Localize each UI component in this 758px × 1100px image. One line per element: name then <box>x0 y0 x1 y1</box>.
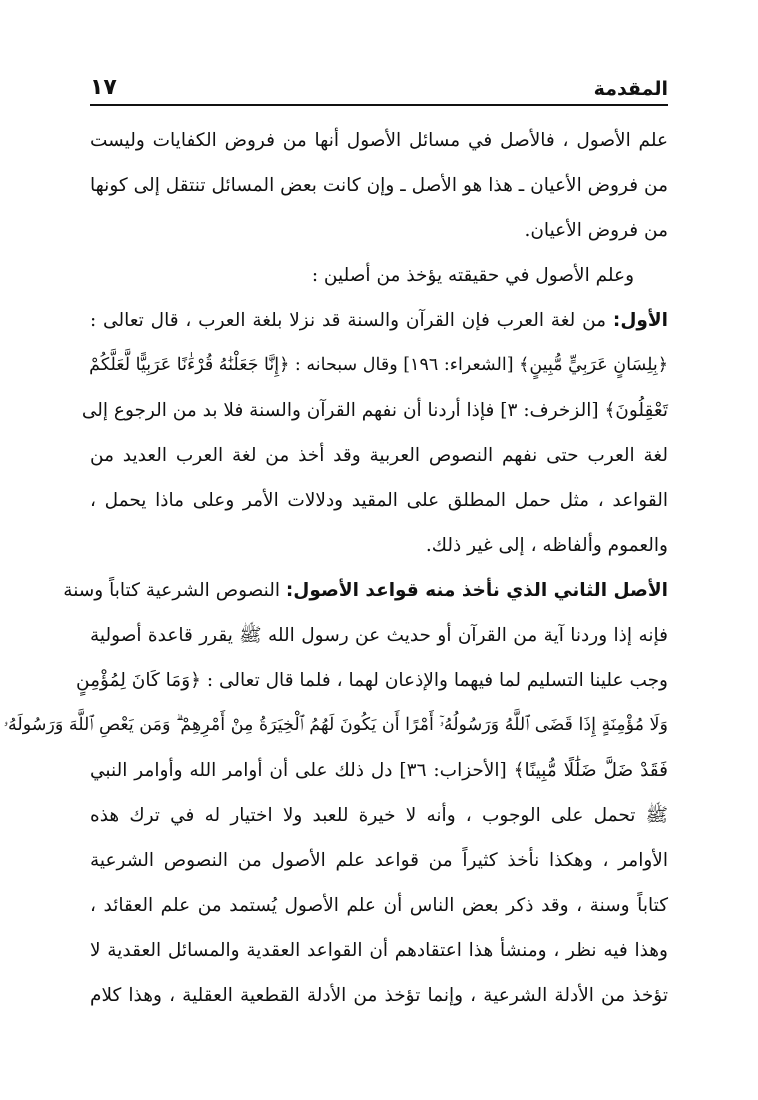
running-header <box>90 62 668 106</box>
text-line: تَعْقِلُونَ﴾ [الزخرف: ٣] فإذا أردنا أن نفهم القرآن والسنة فلا بد من الرجوع إلى <box>81 400 668 421</box>
text-line: فإنه إذا وردنا آية من القرآن أو حديث عن رسول الله ﷺ يقرر قاعدة أصولية <box>90 625 668 646</box>
text-line: وعلم الأصول في حقيقته يؤخذ من أصلين : <box>311 265 634 286</box>
text-line: تؤخذ من الأدلة الشرعية ، وإنما تؤخذ من الأدلة القطعية العقلية ، وهذا كلام <box>90 985 668 1006</box>
text-line: علم الأصول ، فالأصل في مسائل الأصول أنها من فروض الكفايات وليست <box>90 130 668 151</box>
text-line: والعموم وألفاظه ، إلى غير ذلك. <box>425 535 668 556</box>
text-line: الأصل الثاني الذي نأخذ منه قواعد الأصول: النصوص الشرعية كتاباً وسنة <box>63 580 668 601</box>
text-line: الأول: من لغة العرب فإن القرآن والسنة قد نزلا بلغة العرب ، قال تعالى : <box>90 310 668 331</box>
text-line: ﷺ تحمل على الوجوب ، وأنه لا خيرة للعبد ولا اختيار له في ترك هذه <box>90 805 668 826</box>
text-line: من فروض الأعيان ـ هذا هو الأصل ـ وإن كانت بعض المسائل تنتقل إلى كونها <box>90 175 668 196</box>
chapter-title: المقدمة <box>593 78 668 100</box>
text-line: وهذا فيه نظر ، ومنشأ هذا اعتقادهم أن القواعد العقدية والمسائل العقدية لا <box>90 940 668 961</box>
text-line: لغة العرب حتى نفهم النصوص العربية وقد أخذ من لغة العرب العديد من <box>90 445 668 466</box>
text-line: الأوامر ، وهكذا نأخذ كثيراً من قواعد علم الأصول من النصوص الشرعية <box>90 850 668 871</box>
text-line: وجب علينا التسليم لما فيهما والإذعان لهما ، فلما قال تعالى : ﴿وَمَا كَانَ لِمُؤْمِنٍ <box>75 670 668 691</box>
text-line: كتاباً وسنة ، وقد ذكر بعض الناس أن علم الأصول يُستمد من علم العقائد ، <box>90 895 668 916</box>
text-line: القواعد ، مثل حمل المطلق على المقيد ودلالات الأمر وعلى ماذا يحمل ، <box>90 490 668 511</box>
text-line: من فروض الأعيان. <box>524 220 668 241</box>
text-line: فَقَدْ ضَلَّ ضَلَٰلًا مُّبِينًا﴾ [الأحزاب: ٣٦] دل ذلك على أن أوامر الله وأوامر النبي <box>90 760 668 781</box>
section-label-first: الأول: <box>612 310 668 331</box>
quran-verse-line: وَلَا مُؤْمِنَةٍ إِذَا قَضَى ٱللَّهُ وَرَسُولُهُۥٓ أَمْرًا أَن يَكُونَ لَهُمُ ٱلْخِيَرَةُ مِنْ أَمْرِهِمْ ۗ وَمَن يَعْصِ ٱللَّهَ وَرَسُولَهُۥ <box>3 715 668 735</box>
section-label-second: الأصل الثاني الذي نأخذ منه قواعد الأصول: <box>285 580 668 601</box>
page-body <box>3 118 668 1018</box>
quran-verse-line: ﴿بِلِسَانٍ عَرَبِيٍّ مُّبِينٍ﴾ [الشعراء: ١٩٦] وقال سبحانه : ﴿إِنَّا جَعَلْنَٰهُ قُرْءَٰنًا عَرَبِيًّا لَّعَلَّكُمْ <box>89 355 668 375</box>
page-number: ١٧ <box>90 75 117 100</box>
